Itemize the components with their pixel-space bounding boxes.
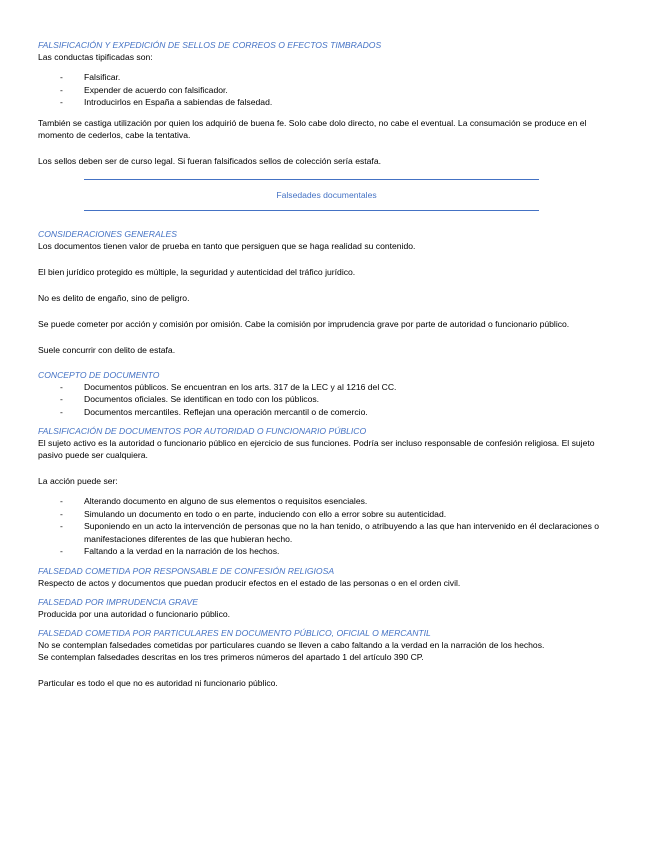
paragraph: Se puede cometer por acción y comisión por omisión. Cabe la comisión por imprudencia grave por parte de autoridad o funcionario público. [38, 318, 570, 329]
paragraph: Respecto de actos y documentos que puedan producir efectos en el estado de las personas o en el orden civil. [38, 577, 461, 588]
paragraph: No se contemplan falsedades cometidas por particulares cuando se lleven a cabo faltando a la verdad en la narración de los hechos. [38, 639, 545, 650]
divider-title: Falsedades documentales [276, 189, 377, 200]
list-item: - Suponiendo en un acto la intervención de personas que no la han tenido, o atribuyendo a las que han intervenido en él declaraciones o manifestaciones diferentes de las que hubieran hecho. [60, 520, 615, 545]
paragraph: Particular es todo el que no es autoridad ni funcionario público. [38, 677, 278, 688]
paragraph: Producida por una autoridad o funcionario público. [38, 608, 231, 619]
list-item: - Documentos públicos. Se encuentran en los arts. 317 de la LEC y al 1216 del CC. [60, 381, 615, 394]
heading-consideraciones: CONSIDERACIONES GENERALES [38, 228, 177, 239]
paragraph: Suele concurrir con delito de estafa. [38, 344, 176, 355]
paragraph: Los sellos deben ser de curso legal. Si fueran falsificados sellos de colección sería estafa. [38, 155, 381, 166]
heading-sellos: FALSIFICACIÓN Y EXPEDICIÓN DE SELLOS DE CORREOS O EFECTOS TIMBRADOS [38, 40, 382, 50]
documentos-list [38, 381, 615, 419]
heading-falsificacion-autoridad: FALSIFICACIÓN DE DOCUMENTOS POR AUTORIDAD O FUNCIONARIO PÚBLICO [38, 426, 367, 436]
list-item: - Documentos mercantiles. Reflejan una operación mercantil o de comercio. [60, 406, 615, 419]
list-item: - Falsificar. [60, 71, 615, 84]
conductas-list [38, 71, 615, 109]
heading-concepto: CONCEPTO DE DOCUMENTO [38, 369, 160, 380]
paragraph: No es delito de engaño, sino de peligro. [38, 292, 190, 303]
heading-particulares: FALSEDAD COMETIDA POR PARTICULARES EN DOCUMENTO PÚBLICO, OFICIAL O MERCANTIL [38, 627, 431, 638]
paragraph: Las conductas tipificadas son: [38, 52, 153, 62]
list-item: - Simulando un documento en todo o en parte, induciendo con ello a error sobre su autenticidad. [60, 508, 615, 521]
list-item: - Introducirlos en España a sabiendas de falsedad. [60, 96, 615, 109]
heading-imprudencia: FALSEDAD POR IMPRUDENCIA GRAVE [38, 596, 198, 607]
accion-list [38, 495, 615, 558]
paragraph: El bien jurídico protegido es múltiple, la seguridad y autenticidad del tráfico jurídico. [38, 266, 356, 277]
list-item: - Expender de acuerdo con falsificador. [60, 84, 615, 97]
paragraph: Los documentos tienen valor de prueba en tanto que persiguen que se haga realidad su contenido. [38, 240, 416, 251]
paragraph: La acción puede ser: [38, 476, 118, 486]
heading-confesion-religiosa: FALSEDAD COMETIDA POR RESPONSABLE DE CONFESIÓN RELIGIOSA [38, 565, 335, 576]
paragraph: El sujeto activo es la autoridad o funcionario público en ejercicio de sus funciones. Podría ser incluso responsable de confesión religiosa. El sujeto pasivo puede ser cualquiera. [38, 438, 595, 460]
list-item: - Documentos oficiales. Se identifican en todo con los públicos. [60, 393, 615, 406]
list-item: - Faltando a la verdad en la narración de los hechos. [60, 545, 615, 558]
list-item: - Alterando documento en alguno de sus elementos o requisitos esenciales. [60, 495, 615, 508]
paragraph: También se castiga utilización por quien los adquirió de buena fe. Solo cabe dolo directo, no cabe el eventual. La consumación se produce en el momento de cederlos, cabe la tentativa. [38, 117, 587, 140]
divider-top [84, 179, 539, 180]
paragraph: Se contemplan falsedades descritas en los tres primeros números del apartado 1 del artículo 390 CP. [38, 651, 424, 662]
